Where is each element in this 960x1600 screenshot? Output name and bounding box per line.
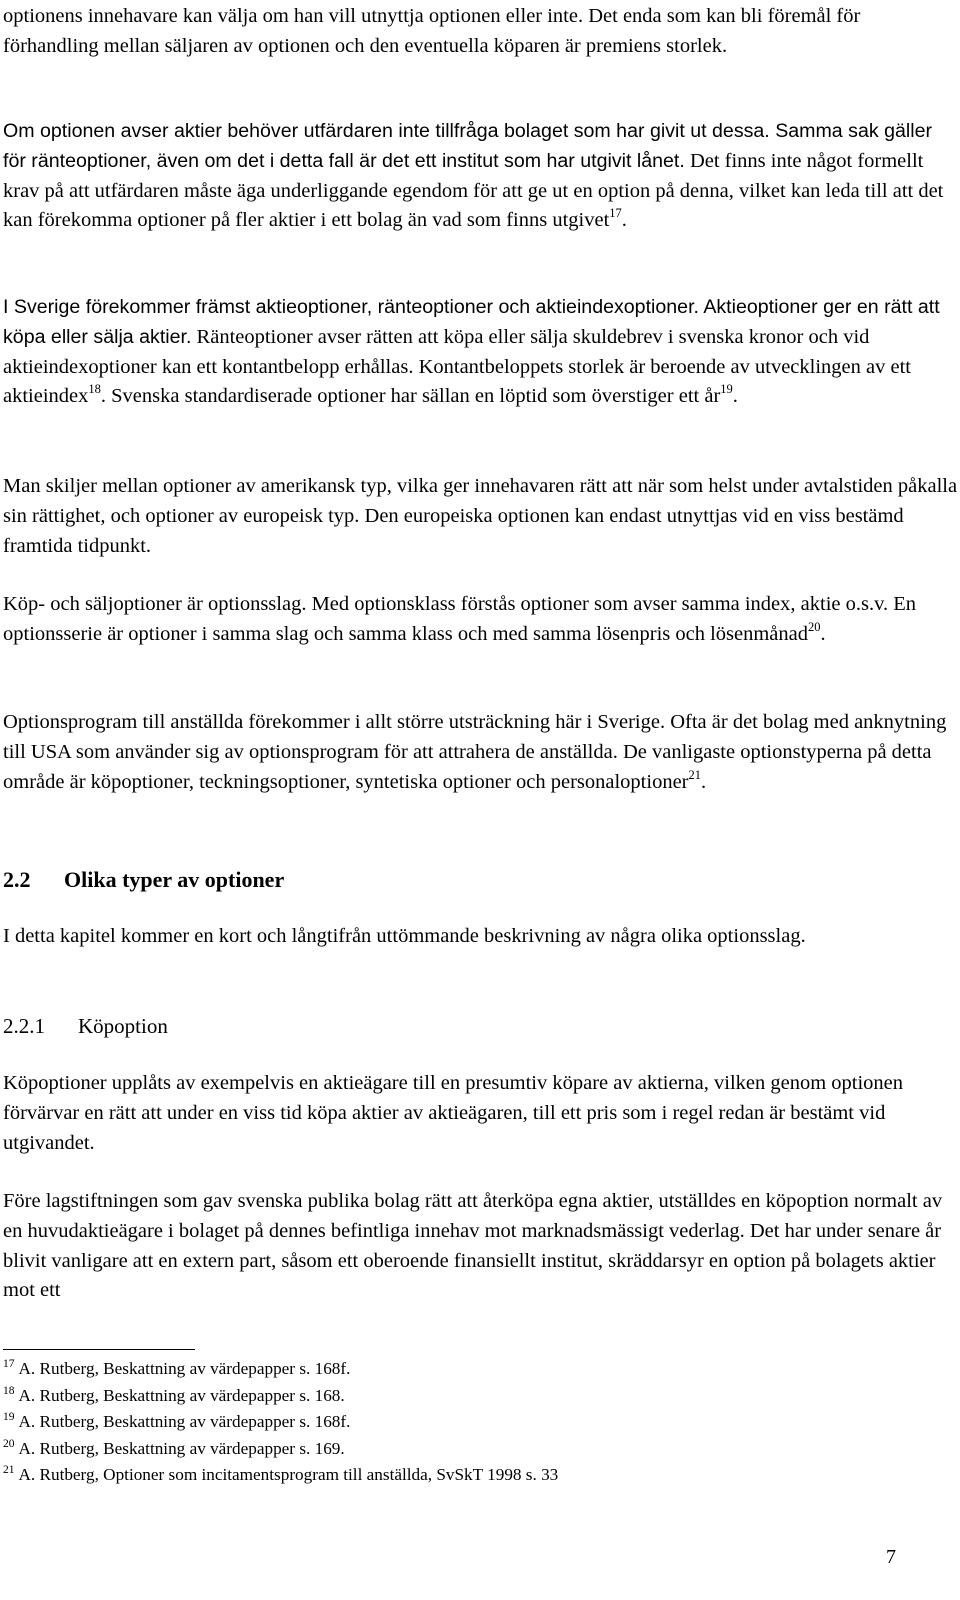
- paragraph-text: Om optionen avser aktier behöver utfärdaren inte tillfråga bolaget som har givit ut dessa. Samma sak gäller för ränteoptioner, även om det i detta fall är det ett institut som har utgivit lånet. Det finns inte något formellt krav på att utfärdaren måste äga underliggande egendom för att ge ut en option på denna, vilket kan leda till att det kan förekomma optioner på fler aktier i ett bolag än vad som finns utgivet$^{17}$.: [3, 120, 944, 232]
- footnote-number: 21: [3, 1464, 15, 1477]
- paragraph-text: I detta kapitel kommer en kort och långtifrån uttömmande beskrivning av några olika optionsslag.: [3, 925, 806, 947]
- sans-text-run: Om optionen avser aktier behöver utfärdaren inte tillfråga bolaget som har givit ut dessa. Samma sak gäller för ränteoptioner, även om det i detta fall är det ett institut som har utgivit lånet.: [3, 120, 933, 172]
- paragraph-employee-programs: [3, 708, 958, 797]
- footnote-number: 17: [3, 1358, 15, 1370]
- footnote-text: A. Rutberg, Beskattning av värdepapper s. 169.: [18, 1438, 345, 1458]
- footnote-ref-17: 17: [609, 206, 622, 221]
- footnote-number: 19: [3, 1411, 15, 1424]
- paragraph-text: optionens innehavare kan välja om han vill utnyttja optionen eller inte. Det enda som kan bli föremål för förhandling mellan säljaren av optionen och den eventuella köparen är premiens storlek.: [3, 5, 861, 57]
- paragraph-call-option-def: [3, 1069, 958, 1158]
- footnote-number: 20: [3, 1437, 15, 1450]
- paragraph-text: Man skiljer mellan optioner av amerikansk typ, vilka ger innehavaren rätt att när som helst under avtalstiden påkalla sin rättighet, och optioner av europeisk typ. Den europeiska optionen kan endast utnyttjas vid en viss bestämd framtida tidpunkt.: [3, 475, 958, 557]
- serif-text-run: Ränteoptioner avser rätten att köpa eller sälja skuldebrev i svenska kronor och vid aktieindexoptioner kan ett kontantbelopp erhållas. Kontantbeloppets storlek är beroende av utvecklingen av ett aktieindex: [3, 325, 911, 408]
- paragraph-text: Före lagstiftningen som gav svenska publika bolag rätt att återköpa egna aktier, utställdes en köpoption normalt av en huvudaktieägare i bolaget på dennes befintliga innehav mot marknadsmässigt vederlag. Det har under senare år blivit vanligare att en extern part, såsom ett oberoende finansiellt institut, skräddarsyr en option på bolagets aktier mot ett: [3, 1190, 943, 1302]
- subsection-heading: [3, 1012, 168, 1040]
- serif-text-run: Svenska standardiserade optioner har sällan en löptid som överstiger ett år: [111, 385, 721, 408]
- footnote-19: [3, 1410, 903, 1437]
- paragraph-chapter-intro: [3, 922, 958, 952]
- subsection-number: 2.2.1: [3, 1014, 45, 1038]
- sans-text-run: I Sverige förekommer främst aktieoptioner, ränteoptioner och aktieindexoptioner. Aktieoptioner ger en rätt att köpa eller sälja aktier.: [3, 296, 940, 348]
- serif-text-run: Köp- och säljoptioner är optionsslag. Med optionsklass förstås optioner som avser samma index, aktie o.s.v. En optionsserie är optioner i samma slag och samma klass och med samma lösenpris och lösenmånad: [3, 593, 917, 645]
- serif-text-run: Det finns inte något formellt krav på att utfärdaren måste äga underliggande egendom för att ge ut en option på denna, vilket kan leda till att det kan förekomma optioner på fler aktier i ett bolag än vad som finns utgivet: [3, 149, 944, 232]
- footnote-21: [3, 1463, 903, 1490]
- footnote-ref-21: 21: [688, 767, 701, 782]
- section-number: 2.2: [3, 867, 31, 892]
- paragraph-swedish-options: [3, 293, 958, 412]
- footnote-text: A. Rutberg, Beskattning av värdepapper s. 168f.: [18, 1412, 351, 1432]
- footnotes: [3, 1357, 903, 1490]
- footnote-separator: [3, 1349, 195, 1350]
- footnote-20: [3, 1437, 903, 1464]
- paragraph-legislation: [3, 1187, 958, 1306]
- section-heading: [3, 866, 284, 894]
- footnote-text: A. Rutberg, Beskattning av värdepapper s. 168f.: [18, 1359, 351, 1378]
- paragraph-option-classes: [3, 590, 958, 650]
- serif-text-run: Optionsprogram till anställda förekommer i allt större utsträckning här i Sverige. Ofta är det bolag med anknytning till USA som använder sig av optionsprogram för att attrahera de anställda. De vanligaste optionstyperna på detta område är köpoptioner, teckningsoptioner, syntetiska optioner och personaloptioner: [3, 711, 947, 793]
- paragraph-text: Optionsprogram till anställda förekommer i allt större utsträckning här i Sverige. Ofta är det bolag med anknytning till USA som använder sig av optionsprogram för att attrahera de anställda. De vanligaste optionstyperna på detta område är köpoptioner, teckningsoptioner, syntetiska optioner och personaloptioner$^{21}$.: [3, 711, 947, 793]
- footnote-text: A. Rutberg, Optioner som incitamentsprogram till anställda, SvSkT 1998 s. 33: [18, 1465, 559, 1485]
- paragraph-issuer: [3, 117, 958, 236]
- footnote-ref-19: 19: [720, 382, 733, 397]
- page-number: 7: [886, 1546, 896, 1568]
- paragraph-text: Köpoptioner upplåts av exempelvis en aktieägare till en presumtiv köpare av aktierna, vilken genom optionen förvärvar en rätt att under en viss tid köpa aktier av aktieägaren, till ett pris som i regel redan är bestämt vid utgivandet.: [3, 1072, 904, 1154]
- footnote-17: [3, 1357, 903, 1384]
- paragraph-premium: [3, 2, 958, 62]
- footnote-text: A. Rutberg, Beskattning av värdepapper s. 168.: [18, 1385, 345, 1405]
- footnote-ref-18: 18: [88, 382, 101, 397]
- paragraph-text: I Sverige förekommer främst aktieoptioner, ränteoptioner och aktieindexoptioner. Aktieoptioner ger en rätt att köpa eller sälja aktier. Ränteoptioner avser rätten att köpa eller sälja skuldebrev i svenska kronor och vid aktieindexoptioner kan ett kontantbelopp erhållas. Kontantbeloppets storlek är beroende av utvecklingen av ett aktieindex$^{18}$. Svenska standardiserade optioner har sällan en löptid som överstiger ett $år^{19}$.: [3, 296, 940, 408]
- paragraph-american-european: [3, 472, 958, 561]
- footnote-ref-20: 20: [808, 619, 821, 634]
- section-title: Olika typer av optioner: [64, 867, 285, 892]
- footnote-number: 18: [3, 1384, 15, 1397]
- subsection-title: Köpoption: [78, 1014, 168, 1038]
- paragraph-text: Köp- och säljoptioner är optionsslag. Med optionsklass förstås optioner som avser samma index, aktie o.s.v. En optionsserie är optioner i samma slag och samma klass och med samma lösenpris och lösenmånad$^{20}$.: [3, 593, 917, 645]
- footnote-18: [3, 1384, 903, 1411]
